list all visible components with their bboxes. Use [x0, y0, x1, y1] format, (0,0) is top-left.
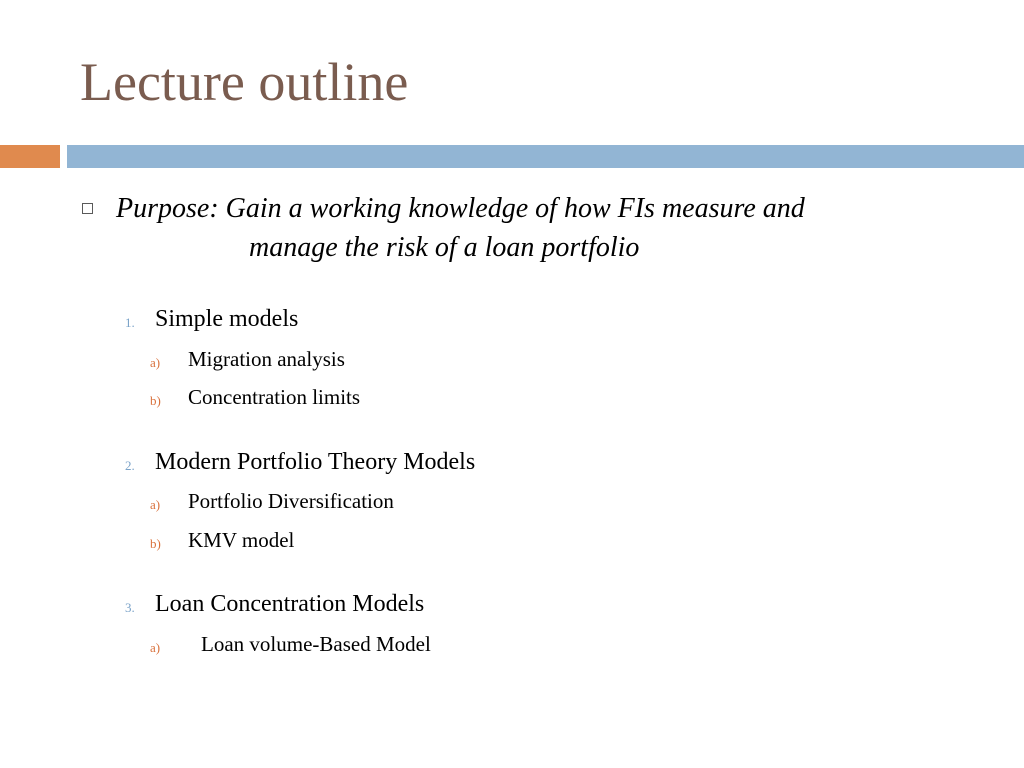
item-letter: a) [150, 497, 161, 512]
list-item: Concentration limits [188, 385, 361, 409]
section-title: Loan Concentration Models [155, 591, 425, 617]
item-letter: b) [150, 536, 161, 551]
section-number: 1. [125, 315, 135, 330]
list-item: Migration analysis [188, 347, 345, 371]
slide-title: Lecture outline [80, 52, 409, 112]
accent-bar-orange [0, 145, 60, 168]
purpose-line-2: manage the risk of a loan portfolio [249, 232, 640, 263]
list-item: Loan volume-Based Model [201, 632, 431, 656]
list-item: KMV model [188, 528, 295, 552]
square-bullet-icon [82, 203, 93, 214]
purpose-statement [116, 189, 996, 267]
item-letter: b) [150, 393, 161, 408]
accent-bar-blue [67, 145, 1024, 168]
item-letter: a) [150, 640, 161, 655]
purpose-line-1: Purpose: Gain a working knowledge of how FIs measure and [116, 193, 805, 224]
section-number: 3. [125, 600, 135, 615]
section-number: 2. [125, 458, 135, 473]
item-letter: a) [150, 355, 161, 370]
list-item: Portfolio Diversification [188, 489, 394, 513]
section-title: Modern Portfolio Theory Models [155, 449, 476, 475]
section-title: Simple models [155, 306, 299, 332]
